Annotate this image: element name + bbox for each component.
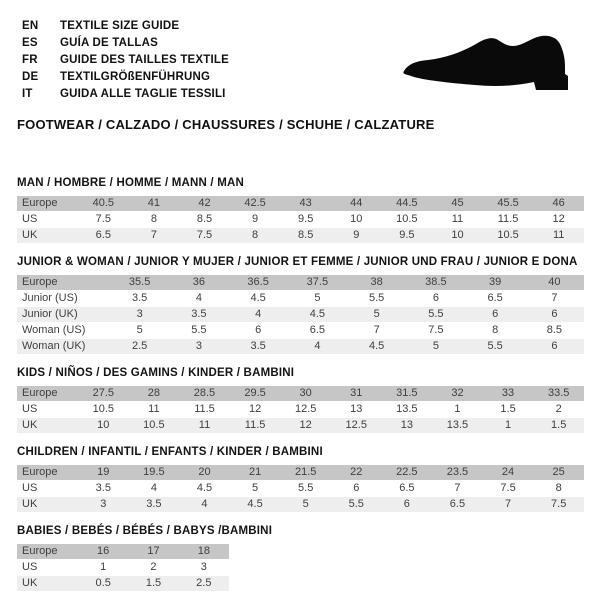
size-cell: 31.5 [382, 386, 433, 402]
size-cell: 3.5 [129, 497, 180, 513]
size-table-junior-woman [17, 275, 584, 355]
size-cell: 7 [483, 497, 534, 513]
size-section-kids [17, 367, 584, 434]
size-cell: 0.5 [78, 576, 128, 592]
size-cell: 28 [129, 386, 180, 402]
section-title-man: MAN / HOMBRE / HOMME / MANN / MAN [17, 176, 245, 189]
category-title: FOOTWEAR / CALZADO / CHAUSSURES / SCHUHE / CALZATURE [17, 116, 435, 132]
table-row [17, 323, 584, 339]
table-row [17, 212, 584, 228]
size-cell: 16 [78, 544, 128, 560]
size-cell: 6 [525, 339, 584, 355]
size-cell: 31 [331, 386, 382, 402]
size-cell: 8.5 [280, 228, 331, 244]
size-cell: 3 [110, 307, 169, 323]
language-label: GUIDA ALLE TAGLIE TESSILI [60, 88, 226, 101]
size-cell: 22 [331, 465, 382, 481]
size-cell: 11 [533, 228, 584, 244]
size-cell: 45.5 [483, 196, 534, 212]
size-cell: 8 [533, 481, 584, 497]
table-row [17, 465, 584, 481]
size-cell: 8.5 [525, 323, 584, 339]
size-cell: 4 [229, 307, 288, 323]
row-label: Junior (US) [17, 291, 110, 307]
language-code: EN [22, 19, 39, 32]
size-cell: 20 [179, 465, 230, 481]
row-label: US [17, 560, 78, 576]
size-cell: 5.5 [406, 307, 465, 323]
size-cell: 11.5 [179, 402, 230, 418]
size-cell: 12.5 [280, 402, 331, 418]
size-cell: 5.5 [169, 323, 228, 339]
row-label: US [17, 481, 78, 497]
size-cell: 3 [179, 560, 229, 576]
size-cell: 44.5 [382, 196, 433, 212]
size-cell: 42 [179, 196, 230, 212]
table-row [17, 339, 584, 355]
language-label: GUIDE DES TAILLES TEXTILE [60, 53, 229, 66]
size-cell: 3.5 [78, 481, 129, 497]
size-table-man [17, 196, 584, 244]
size-cell: 1 [432, 402, 483, 418]
size-cell: 38.5 [406, 275, 465, 291]
table-row [17, 418, 584, 434]
size-cell: 10 [78, 418, 129, 434]
size-cell: 25 [533, 465, 584, 481]
size-cell: 6.5 [288, 323, 347, 339]
size-cell: 7 [525, 291, 584, 307]
size-cell: 4 [169, 291, 228, 307]
size-section-junior-woman [17, 256, 584, 355]
size-cell: 28.5 [179, 386, 230, 402]
size-cell: 36 [169, 275, 228, 291]
size-cell: 6 [229, 323, 288, 339]
table-row [17, 576, 229, 592]
size-cell: 5.5 [280, 481, 331, 497]
size-cell: 1.5 [483, 402, 534, 418]
size-cell: 27.5 [78, 386, 129, 402]
size-cell: 6.5 [78, 228, 129, 244]
size-cell: 6.5 [466, 291, 525, 307]
section-title-kids: KIDS / NIÑOS / DES GAMINS / KINDER / BAMBINI [17, 366, 295, 379]
row-label: Europe [17, 386, 78, 402]
row-label: Europe [17, 465, 78, 481]
row-label: Europe [17, 196, 78, 212]
row-label: US [17, 402, 78, 418]
size-cell: 11 [179, 418, 230, 434]
table-row [17, 402, 584, 418]
language-code: ES [22, 36, 38, 49]
size-cell: 9 [331, 228, 382, 244]
size-cell: 10 [432, 228, 483, 244]
size-cell: 12.5 [331, 418, 382, 434]
size-cell: 7.5 [179, 228, 230, 244]
size-cell: 36.5 [229, 275, 288, 291]
size-cell: 12 [230, 402, 281, 418]
size-cell: 19 [78, 465, 129, 481]
row-label: Woman (UK) [17, 339, 110, 355]
size-cell: 1.5 [533, 418, 584, 434]
size-cell: 11 [432, 212, 483, 228]
size-cell: 10.5 [483, 228, 534, 244]
size-cell: 12 [533, 212, 584, 228]
size-cell: 4.5 [229, 291, 288, 307]
table-row [17, 481, 584, 497]
size-cell: 12 [280, 418, 331, 434]
size-cell: 4 [179, 497, 230, 513]
size-cell: 8 [230, 228, 281, 244]
size-cell: 13 [331, 402, 382, 418]
size-cell: 7.5 [533, 497, 584, 513]
size-cell: 5.5 [466, 339, 525, 355]
size-cell: 7.5 [406, 323, 465, 339]
size-cell: 45 [432, 196, 483, 212]
size-cell: 37.5 [288, 275, 347, 291]
size-cell: 4.5 [179, 481, 230, 497]
size-cell: 6 [331, 481, 382, 497]
size-cell: 2.5 [179, 576, 229, 592]
table-row [17, 386, 584, 402]
table-row [17, 196, 584, 212]
size-cell: 38 [347, 275, 406, 291]
size-cell: 5 [288, 291, 347, 307]
row-label: UK [17, 576, 78, 592]
size-cell: 10.5 [78, 402, 129, 418]
size-table-children [17, 465, 584, 513]
table-row [17, 275, 584, 291]
size-cell: 5 [230, 481, 281, 497]
size-cell: 3 [169, 339, 228, 355]
size-cell: 4 [129, 481, 180, 497]
size-cell: 13.5 [382, 402, 433, 418]
size-cell: 2 [128, 560, 178, 576]
size-cell: 44 [331, 196, 382, 212]
row-label: UK [17, 418, 78, 434]
size-cell: 23.5 [432, 465, 483, 481]
row-label: Woman (US) [17, 323, 110, 339]
table-row [17, 497, 584, 513]
size-table-kids [17, 386, 584, 434]
language-label: TEXTILGRÖßENFÜHRUNG [60, 71, 211, 84]
size-cell: 9.5 [280, 212, 331, 228]
size-cell: 13 [382, 418, 433, 434]
size-cell: 9.5 [382, 228, 433, 244]
size-cell: 41 [129, 196, 180, 212]
size-cell: 33 [483, 386, 534, 402]
table-row [17, 307, 584, 323]
size-cell: 6 [382, 497, 433, 513]
size-cell: 10.5 [382, 212, 433, 228]
size-cell: 39 [466, 275, 525, 291]
size-cell: 2.5 [110, 339, 169, 355]
table-row [17, 228, 584, 244]
shoe-icon [401, 31, 573, 93]
size-cell: 40.5 [78, 196, 129, 212]
size-cell: 8 [466, 323, 525, 339]
size-cell: 6.5 [382, 481, 433, 497]
language-label: GUÍA DE TALLAS [60, 36, 158, 49]
row-label: US [17, 212, 78, 228]
size-section-babies [17, 525, 584, 592]
size-cell: 17 [128, 544, 178, 560]
section-title-babies: BABIES / BEBÉS / BÉBÉS / BABYS /BAMBINI [17, 524, 273, 537]
size-cell: 13.5 [432, 418, 483, 434]
size-cell: 3.5 [169, 307, 228, 323]
size-cell: 8 [129, 212, 180, 228]
size-section-children [17, 446, 584, 513]
size-cell: 5.5 [331, 497, 382, 513]
size-cell: 33.5 [533, 386, 584, 402]
size-cell: 5 [347, 307, 406, 323]
size-cell: 11.5 [483, 212, 534, 228]
size-cell: 2 [533, 402, 584, 418]
size-cell: 21 [230, 465, 281, 481]
size-cell: 6.5 [432, 497, 483, 513]
size-cell: 19.5 [129, 465, 180, 481]
size-cell: 6 [525, 307, 584, 323]
row-label: Europe [17, 275, 110, 291]
size-cell: 5 [110, 323, 169, 339]
size-cell: 29.5 [230, 386, 281, 402]
table-row [17, 291, 584, 307]
table-row [17, 560, 229, 576]
size-cell: 6 [466, 307, 525, 323]
row-label: Junior (UK) [17, 307, 110, 323]
size-cell: 11.5 [230, 418, 281, 434]
size-cell: 4.5 [230, 497, 281, 513]
section-title-children: CHILDREN / INFANTIL / ENFANTS / KINDER / BAMBINI [17, 445, 323, 458]
size-cell: 5 [406, 339, 465, 355]
section-title-junior-woman: JUNIOR & WOMAN / JUNIOR Y MUJER / JUNIOR ET FEMME / JUNIOR UND FRAU / JUNIOR E DONA [17, 255, 578, 268]
language-code: IT [22, 88, 33, 101]
size-cell: 46 [533, 196, 584, 212]
size-cell: 5 [280, 497, 331, 513]
size-cell: 10.5 [129, 418, 180, 434]
size-cell: 7.5 [483, 481, 534, 497]
size-cell: 4 [288, 339, 347, 355]
size-cell: 32 [432, 386, 483, 402]
size-cell: 8.5 [179, 212, 230, 228]
size-cell: 3.5 [110, 291, 169, 307]
language-code: FR [22, 53, 38, 66]
row-label: UK [17, 228, 78, 244]
size-cell: 18 [179, 544, 229, 560]
size-cell: 7 [347, 323, 406, 339]
size-cell: 24 [483, 465, 534, 481]
size-cell: 22.5 [382, 465, 433, 481]
size-cell: 5.5 [347, 291, 406, 307]
row-label: UK [17, 497, 78, 513]
size-cell: 21.5 [280, 465, 331, 481]
size-cell: 3.5 [229, 339, 288, 355]
size-cell: 6 [406, 291, 465, 307]
size-cell: 11 [129, 402, 180, 418]
size-cell: 1 [78, 560, 128, 576]
size-cell: 1 [483, 418, 534, 434]
size-table-babies [17, 544, 229, 592]
size-cell: 1.5 [128, 576, 178, 592]
size-cell: 42.5 [230, 196, 281, 212]
table-row [17, 544, 229, 560]
size-section-man [17, 177, 584, 244]
size-cell: 7.5 [78, 212, 129, 228]
size-cell: 43 [280, 196, 331, 212]
size-cell: 4.5 [347, 339, 406, 355]
size-cell: 35.5 [110, 275, 169, 291]
size-cell: 3 [78, 497, 129, 513]
size-cell: 9 [230, 212, 281, 228]
size-cell: 30 [280, 386, 331, 402]
row-label: Europe [17, 544, 78, 560]
size-cell: 7 [129, 228, 180, 244]
language-code: DE [22, 71, 39, 84]
size-cell: 40 [525, 275, 584, 291]
size-cell: 7 [432, 481, 483, 497]
language-label: TEXTILE SIZE GUIDE [60, 19, 180, 32]
size-cell: 10 [331, 212, 382, 228]
size-cell: 4.5 [288, 307, 347, 323]
